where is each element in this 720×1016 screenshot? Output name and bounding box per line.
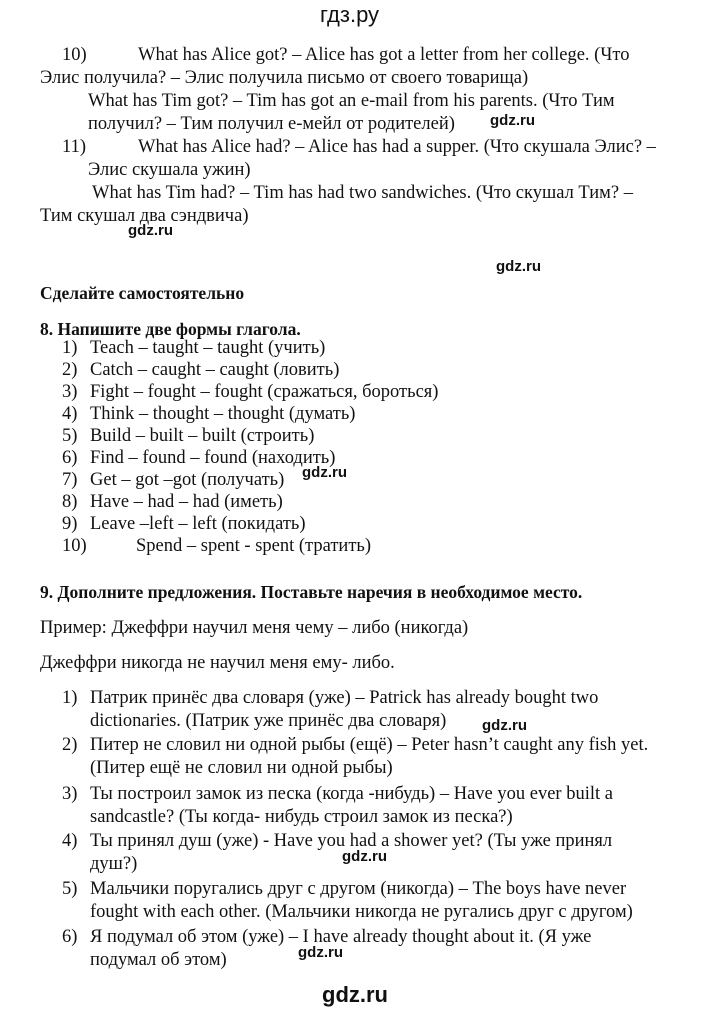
gdz-watermark: gdz.ru bbox=[128, 222, 173, 239]
task-9-item-2-line-1: 2) Питер не словил ни одной рыбы (ещё) – Peter hasn’t caught any fish yet. bbox=[62, 735, 649, 755]
item-11-line-3: What has Tim had? – Tim has had two sandwiches. (Что скушал Тим? – bbox=[92, 183, 633, 203]
item-10-line-2: Элис получила? – Элис получила письмо от своего товарища) bbox=[40, 68, 529, 88]
item-11-number: 11) bbox=[62, 137, 86, 157]
item-10-number: 10) bbox=[62, 45, 87, 65]
gdz-watermark: gdz.ru bbox=[496, 258, 541, 275]
task-8-title: 8. Напишите две формы глагола. bbox=[40, 319, 301, 339]
task-9-item-6-line-2: подумал об этом) bbox=[90, 950, 227, 970]
task-9-item-5-line-2: fought with each other. (Мальчики никогда не ругались друг с другом) bbox=[90, 902, 633, 922]
site-watermark-bottom: gdz.ru bbox=[322, 982, 388, 1007]
item-11-line-4: Тим скушал два сэндвича) bbox=[40, 206, 249, 226]
task-8-item: 2) Catch – caught – caught (ловить) bbox=[62, 360, 340, 380]
task-8-item: 8) Have – had – had (иметь) bbox=[62, 492, 283, 512]
gdz-watermark: gdz.ru bbox=[298, 944, 343, 961]
task-9-item-5-line-1: 5) Мальчики поругались друг с другом (никогда) – The boys have never bbox=[62, 879, 627, 899]
item-10-line-4: получил? – Тим получил е-мейл от родителей) bbox=[88, 114, 455, 134]
gdz-watermark: gdz.ru bbox=[302, 464, 347, 481]
task-8-item: 5) Build – built – built (строить) bbox=[62, 426, 315, 446]
task-9-item-4-line-1: 4) Ты принял душ (уже) - Have you had a shower yet? (Ты уже принял bbox=[62, 831, 613, 851]
section-heading: Сделайте самостоятельно bbox=[40, 283, 245, 303]
task-8-item: 6) Find – found – found (находить) bbox=[62, 448, 336, 468]
task-9-item-1-line-1: 1) Патрик принёс два словаря (уже) – Patrick has already bought two bbox=[62, 688, 599, 708]
gdz-watermark: gdz.ru bbox=[490, 112, 535, 129]
site-watermark-top: гдз.ру bbox=[320, 2, 380, 27]
task-8-item: 10) Spend – spent - spent (тратить) bbox=[62, 536, 372, 556]
gdz-watermark: gdz.ru bbox=[342, 848, 387, 865]
task-8-item: 1) Teach – taught – taught (учить) bbox=[62, 338, 326, 358]
task-9-example: Пример: Джеффри научил меня чему – либо (никогда) bbox=[40, 618, 469, 638]
task-8-item: 3) Fight – fought – fought (сражаться, бороться) bbox=[62, 382, 439, 402]
item-11-line-1: 11) What has Alice had? – Alice has had a supper. (Что скушала Элис? – bbox=[62, 137, 656, 157]
gdz-watermark: gdz.ru bbox=[482, 717, 527, 734]
task-9-item-3-line-2: sandcastle? (Ты когда- нибудь строил замок из песка?) bbox=[90, 807, 513, 827]
task-8-item: 7) Get – got –got (получать) bbox=[62, 470, 285, 490]
task-9-item-2-line-2: (Питер ещё не словил ни одной рыбы) bbox=[90, 758, 393, 778]
task-9-item-1-line-2: dictionaries. (Патрик уже принёс два словаря) bbox=[90, 711, 447, 731]
item-10-line-3: What has Tim got? – Tim has got an e-mail from his parents. (Что Тим bbox=[88, 91, 615, 111]
task-9-title: 9. Дополните предложения. Поставьте наречия в необходимое место. bbox=[40, 582, 583, 602]
task-8-item: 9) Leave –left – left (покидать) bbox=[62, 514, 306, 534]
task-9-item-4-line-2: душ?) bbox=[90, 854, 138, 874]
task-9-item-6-line-1: 6) Я подумал об этом (уже) – I have already thought about it. (Я уже bbox=[62, 927, 592, 947]
item-11-line-2: Элис скушала ужин) bbox=[88, 160, 251, 180]
task-9-example-answer: Джеффри никогда не научил меня ему- либо. bbox=[40, 653, 395, 673]
task-9-item-3-line-1: 3) Ты построил замок из песка (когда -нибудь) – Have you ever built a bbox=[62, 784, 613, 804]
item-10-line-1: 10) What has Alice got? – Alice has got a letter from her college. (Что bbox=[62, 45, 630, 65]
task-8-item: 4) Think – thought – thought (думать) bbox=[62, 404, 356, 424]
